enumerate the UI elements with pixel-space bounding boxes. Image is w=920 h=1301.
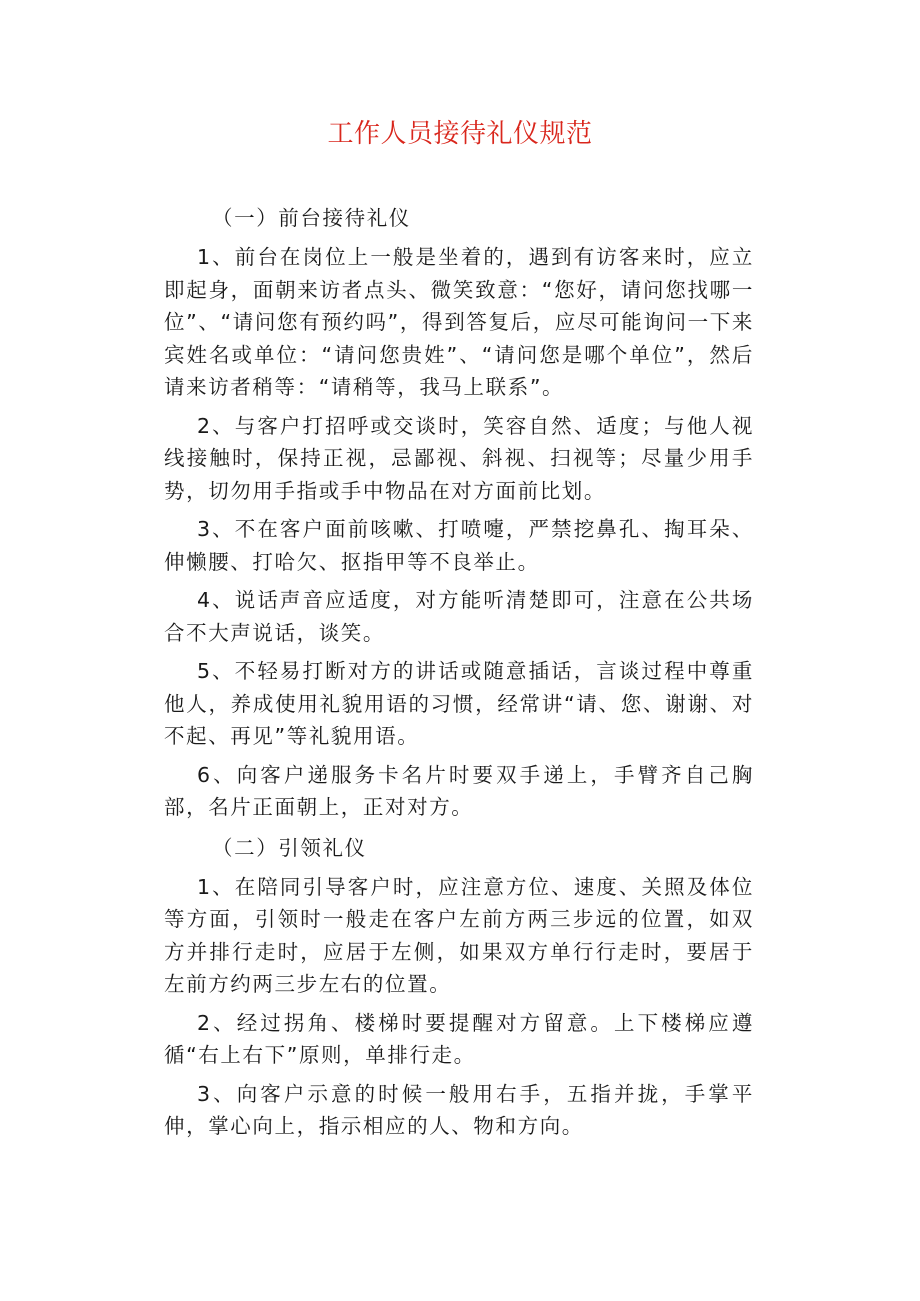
paragraph: 3、向客户示意的时候一般用右手，五指并拢，手掌平伸，掌心向上，指示相应的人、物和方向。 xyxy=(164,1081,754,1138)
paragraph: 5、不轻易打断对方的讲话或随意插话，言谈过程中尊重他人，养成使用礼貌用语的习惯，经常讲“请、您、谢谢、对不起、再见”等礼貌用语。 xyxy=(164,659,754,748)
paragraph: 1、在陪同引导客户时，应注意方位、速度、关照及体位等方面，引领时一般走在客户左前方两三步远的位置，如双方并排行走时，应居于左侧，如果双方单行行走时，要居于左前方约两三步左右的位置。 xyxy=(164,874,754,996)
paragraph: 4、说话声音应适度，对方能听清楚即可，注意在公共场合不大声说话，谈笑。 xyxy=(164,588,754,645)
document-title: 工作人员接待礼仪规范 xyxy=(327,119,593,149)
paragraph: 6、向客户递服务卡名片时要双手递上，手臂齐自己胸部，名片正面朝上，正对对方。 xyxy=(164,762,754,819)
section-heading-guiding: （二）引领礼仪 xyxy=(212,835,367,860)
paragraph: 2、与客户打招呼或交谈时，笑容自然、适度；与他人视线接触时，保持正视，忌鄙视、斜视、扫视等；尽量少用手势，切勿用手指或手中物品在对方面前比划。 xyxy=(164,413,754,503)
paragraph: 2、经过拐角、楼梯时要提醒对方留意。上下楼梯应遵循“右上右下”原则，单排行走。 xyxy=(164,1010,754,1067)
paragraph: 3、不在客户面前咳嗽、打喷嚏，严禁挖鼻孔、掏耳朵、伸懒腰、打哈欠、抠指甲等不良举止。 xyxy=(164,517,754,574)
document-body xyxy=(164,200,754,1149)
paragraph: 1、前台在岗位上一般是坐着的，遇到有访客来时，应立即起身，面朝来访者点头、微笑致意：“您好，请问您找哪一位”、“请问您有预约吗”，得到答复后，应尽可能询问一下来宾姓名或单位：“请问您贵姓”、“请问您是哪个单位”，然后请来访者稍等：“请稍等，我马上联系”。 xyxy=(164,245,754,399)
section-heading-reception: （一）前台接待礼仪 xyxy=(212,206,411,230)
